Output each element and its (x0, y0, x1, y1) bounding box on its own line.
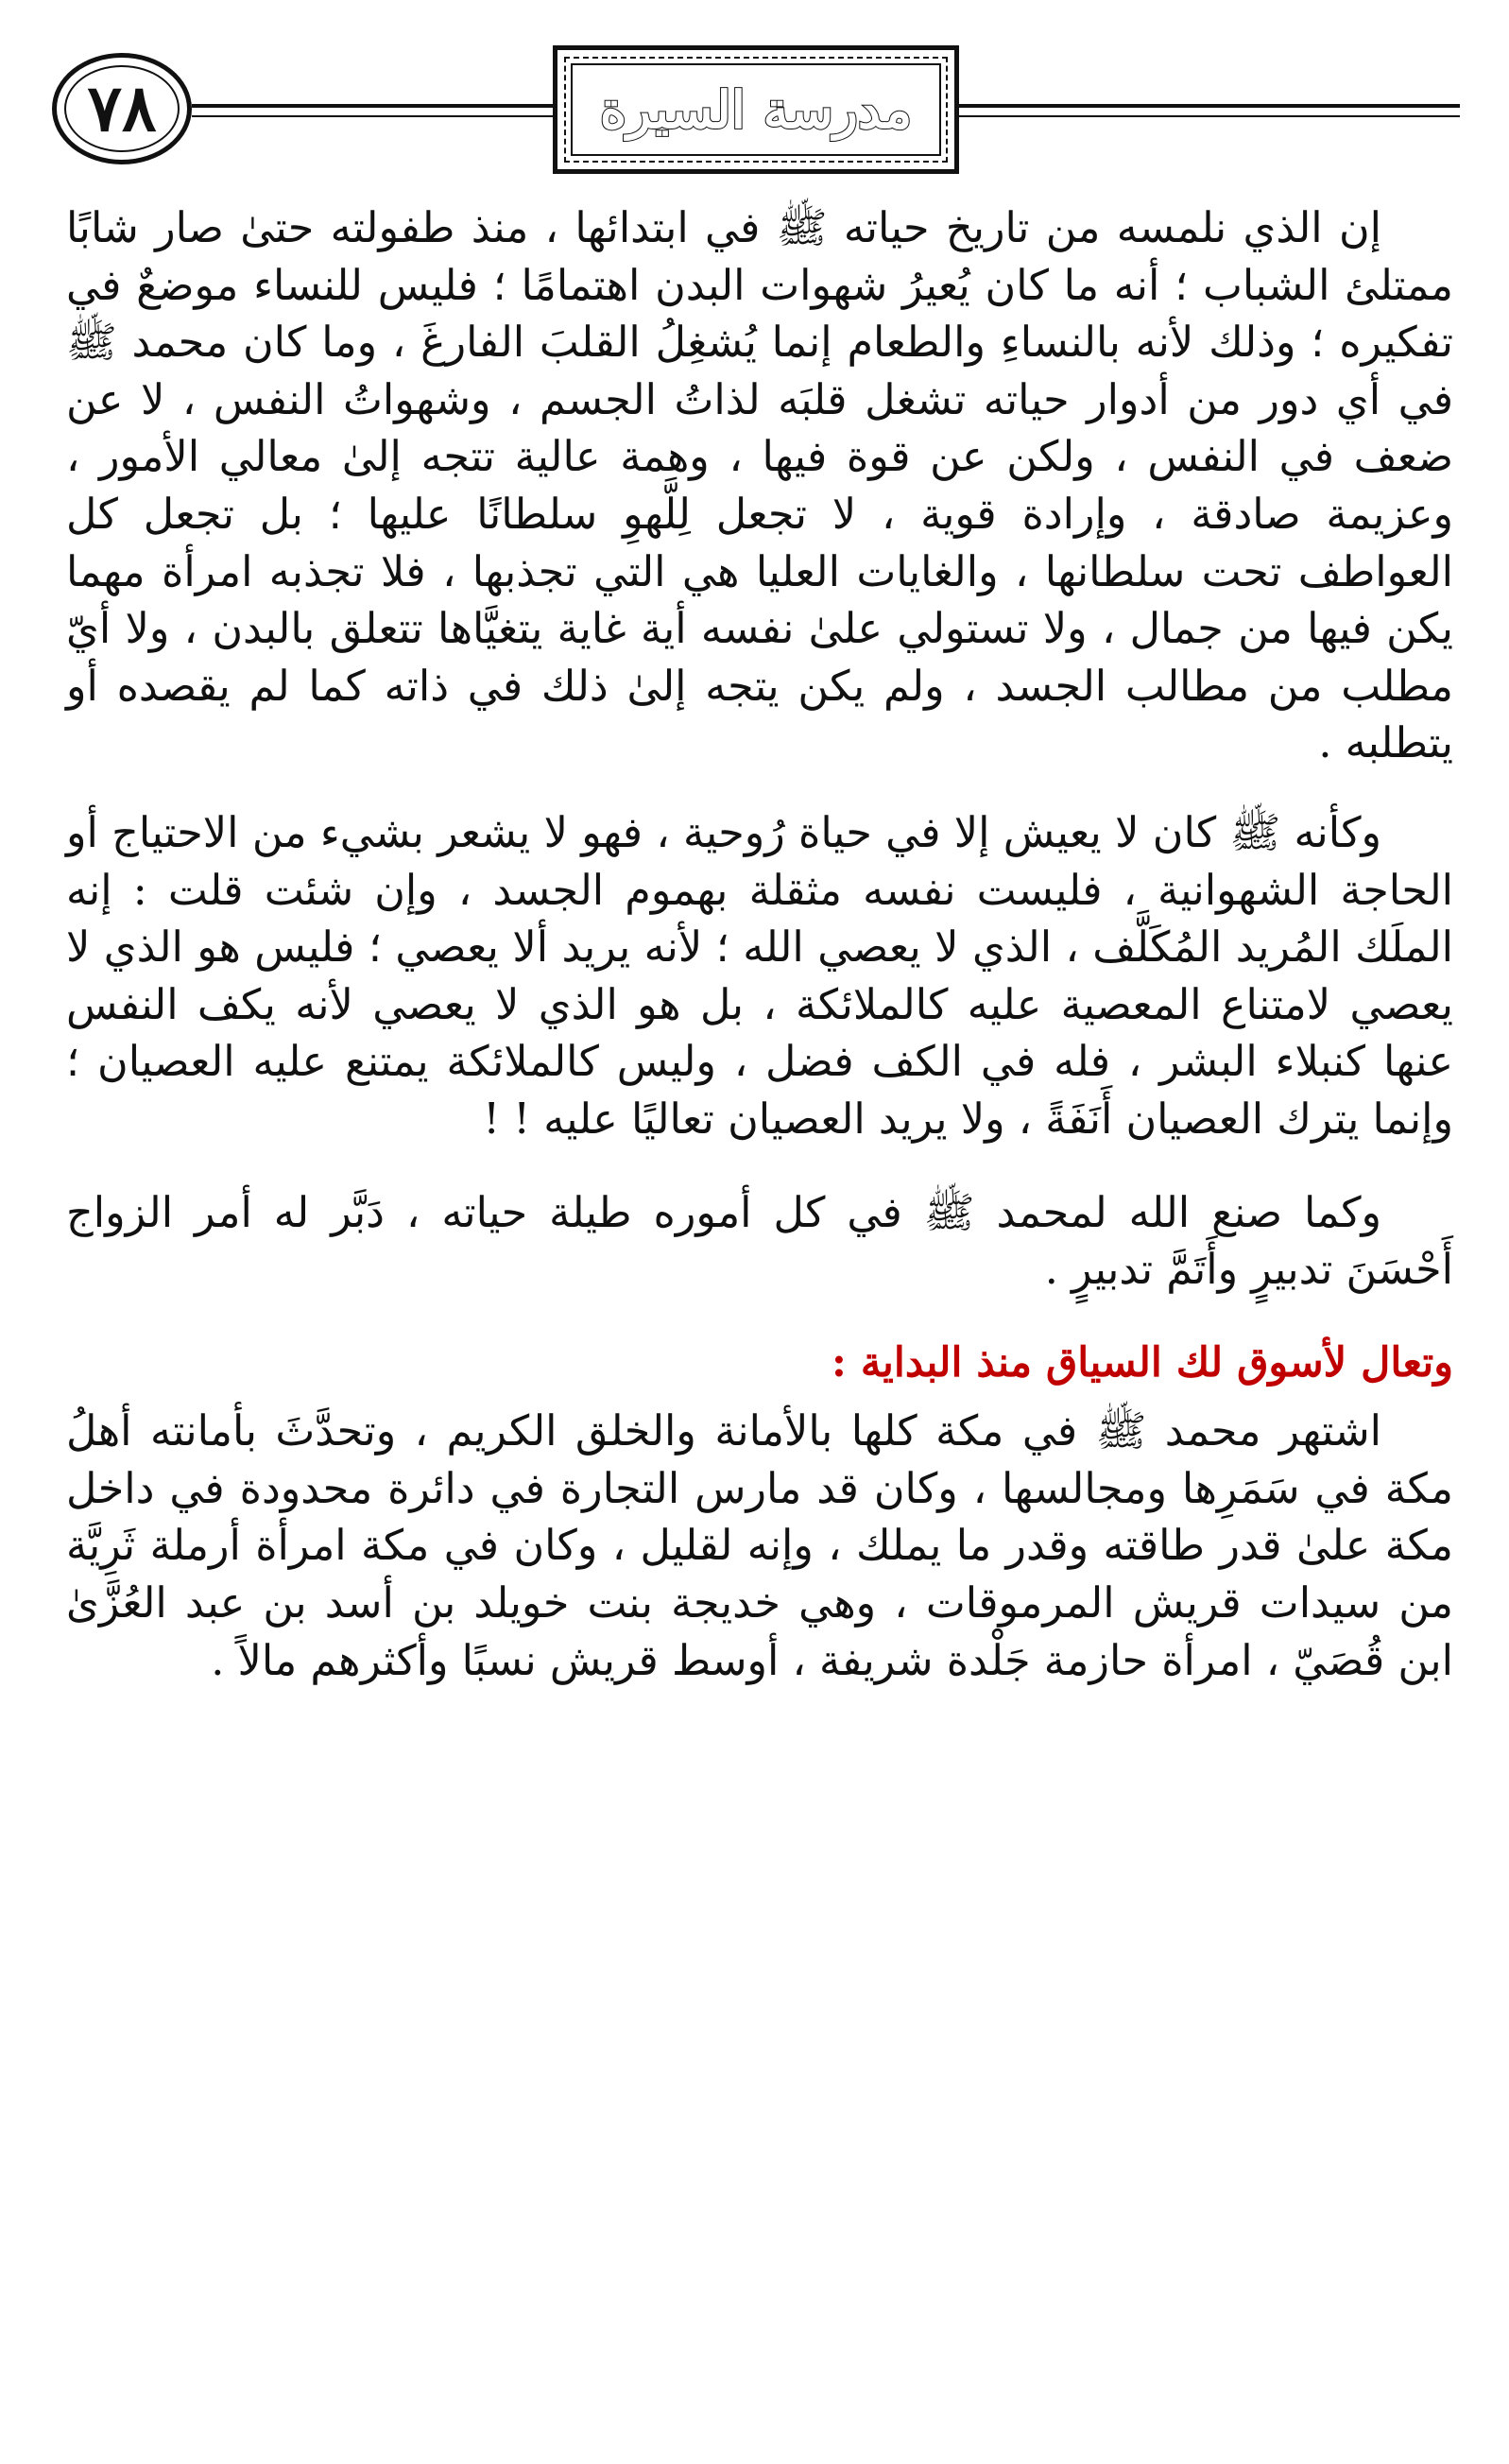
paragraph-2: وكأنه ﷺ كان لا يعيش إلا في حياة رُوحية ، فهو لا يشعر بشيء من الاحتياج أو الحاجة الشهوانية ، فليست نفسه مثقلة بهموم الجسد ، وإن شئت قلت : إنه الملَك المُريد المُكَلَّف ، الذي لا يعصي الله ؛ لأنه يريد ألا يعصي ؛ فليس هو الذي لا يعصي لامتناع المعصية عليه كالملائكة ، بل هو الذي لا يعصي لأنه يكف النفس عنها كنبلاء البشر ، فله في الكف فضل ، وليس كالملائكة يمتنع عليه العصيان ؛ وإنما يترك العصيان أَنَفَةً ، ولا يريد العصيان تعاليًا عليه ! ! (66, 808, 1453, 1144)
book-title-frame (553, 45, 959, 174)
header-rule-left-thin (192, 115, 553, 117)
header-rule-right-thin (959, 115, 1460, 117)
header-rule-left (192, 104, 553, 108)
page-number: ٧٨ (87, 71, 157, 146)
paragraph-4: اشتهر محمد ﷺ في مكة كلها بالأمانة والخلق الكريم ، وتحدَّثَ بأمانته أهلُ مكة في سَمَرِها ومجالسها ، وكان قد مارس التجارة في دائرة محدودة في داخل مكة علىٰ قدر طاقته وقدر ما يملك ، وإنه لقليل ، وكان في مكة امرأة أرملة ثَرِيَّة من سيدات قريش المرموقات ، وهي خديجة بنت خويلد بن أسد بن عبد العُزَّىٰ ابن قُصَيّ ، امرأة حازمة جَلْدة شريفة ، أوسط قريش نسبًا وأكثرهم مالاً . (66, 1407, 1453, 1685)
book-title: مدرسة السيرة (599, 79, 913, 140)
page-body (66, 200, 1453, 1726)
paragraph-3: وكما صنع الله لمحمد ﷺ في كل أموره طيلة حياته ، دَبَّر له أمر الزواج أَحْسَنَ تدبيرٍ وأَتَمَّ تدبيرٍ . (66, 1188, 1453, 1295)
page-number-badge (52, 53, 192, 164)
page-header (52, 45, 1460, 178)
header-rule-right (959, 104, 1460, 108)
paragraph-1: إن الذي نلمسه من تاريخ حياته ﷺ في ابتدائها ، منذ طفولته حتىٰ صار شابًا ممتلئ الشباب ؛ أنه ما كان يُعيرُ شهوات البدن اهتمامًا ؛ فليس للنساء موضعٌ في تفكيره ؛ وذلك لأنه بالنساءِ والطعام إنما يُشغِلُ القلبَ الفارغَ ، وما كان محمد ﷺ في أي دور من أدوار حياته تشغل قلبَه لذاتُ الجسم ، وشهواتُ النفس ، لا عن ضعف في النفس ، ولكن عن قوة فيها ، وهمة عالية تتجه إلىٰ معالي الأمور ، وعزيمة صادقة ، وإرادة قوية ، لا تجعل لِلَّهوِ سلطانًا عليها ؛ بل تجعل كل العواطف تحت سلطانها ، والغايات العليا هي التي تجذبها ، فلا تجذبه امرأة مهما يكن فيها من جمال ، ولا تستولي علىٰ نفسه أية غاية يتغيَّاها تتعلق بالبدن ، ولا أيّ مطلب من مطالب الجسد ، ولم يكن يتجه إلىٰ ذلك في ذاته كما لم يقصده أو يتطلبه . (66, 204, 1453, 768)
section-subheading: وتعال لأسوق لك السياق منذ البداية : (832, 1338, 1453, 1387)
